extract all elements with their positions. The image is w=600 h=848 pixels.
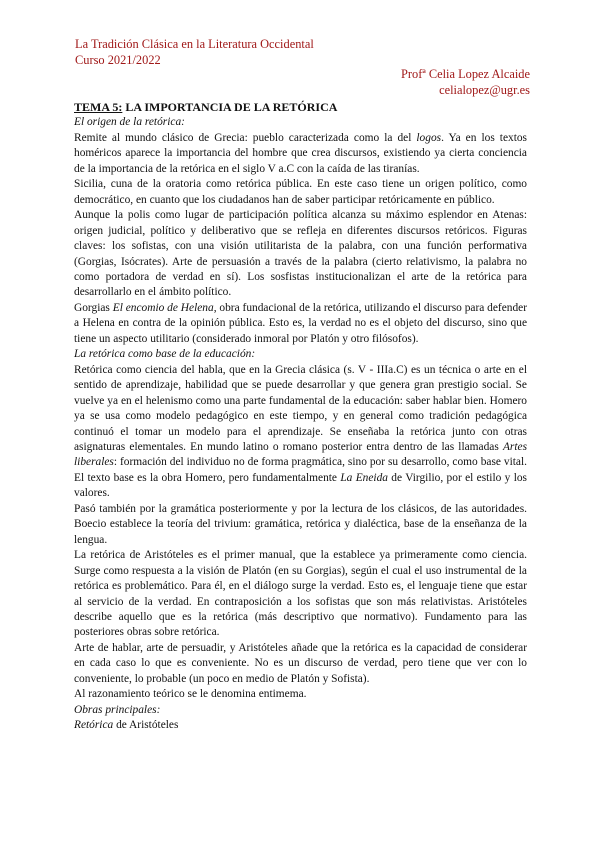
course-year: Curso 2021/2022 — [75, 53, 161, 67]
professor-email: celialopez@ugr.es — [439, 83, 530, 97]
title-number: TEMA 5: — [74, 100, 123, 114]
paragraph: Sicilia, cuna de la oratoria como retórica pública. En este caso tiene un origen político, como democrático, en cuanto que los ciudadanos han de saber participar retóricamente en público. — [74, 178, 527, 206]
section-heading-works: Obras principales: — [74, 703, 161, 716]
work-title: La Eneida — [340, 471, 388, 484]
paragraph: Gorgias El encomio de Helena, obra fundacional de la retórica, utilizando el discurso para defender a Helena en contra de la opinión pública. Esto es, la verdad no es el objeto del discurso, sino que tiene un aspecto utilitario (considerado inmoral por Platón y otro filósofos). — [74, 301, 527, 345]
paragraph: Retórica como ciencia del habla, que en la Grecia clásica (s. V - IIIa.C) es un técnica o arte en el sentido de aprendizaje, habilidad que se puede desarrollar y que genera gran prestigio social. Se vuelve ya en el helenismo como una parte fundamental de la educación: saber hablar bien. Homero ya se usa como modelo pedagógico en este tiempo, y en general como tradición pedagógica continuó el tomar un modelo para el aprendizaje. Se enseñaba la retórica junto con otras asignaturas elementales. En mundo latino o romano posterior entra dentro de las llamadas Artes liberales: formación del individuo no de forma pragmática, sino por su desarrollo, como base vital. El texto base es la obra Homero, pero fundamentalmente La Eneida de Virgilio, por el estilo y los valores. — [74, 363, 527, 500]
course-title: La Tradición Clásica en la Literatura Occidental — [75, 37, 314, 51]
artes-liberales-term: Artes liberales — [74, 440, 527, 469]
paragraph: Aunque la polis como lugar de participación política alcanza su máximo esplendor en Atenas: origen judicial, político y deliberativo que se refleja en diferentes discursos retóricos. Figuras claves: los sofistas, con una visión utilitarista de la palabra, con una función performativa (Gorgias, Isócrates). Arte de persuasión a través de la palabra (cierto relativismo, la palabra no como portadora de verdad en sí). Los sosfistas institucionalizan el arte de la retórica para desarrollarlo en el ámbito político. — [74, 209, 527, 299]
paragraph: Remite al mundo clásico de Grecia: pueblo caracterizada como la del logos. Ya en los textos homéricos aparece la importancia del hombre que crea discursos, existiendo ya cierta conciencia de la importancia de la retórica en el siglo V a.C con la caída de las tiranías. — [74, 131, 527, 175]
section-heading-education: La retórica como base de la educación: — [74, 348, 256, 361]
course-header — [75, 36, 314, 68]
paragraph: Pasó también por la gramática posteriormente y por la lectura de los clásicos, de las autoridades. Boecio establece la teoría del trivium: gramática, retórica y dialéctica, base de la enseñanza de la lengua. — [74, 502, 527, 546]
paragraph: La retórica de Aristóteles es el primer manual, que la establece ya primeramente como ciencia. Surge como respuesta a la visión de Platón (en su Gorgias), según el cual el uso instrumental de la retórica es problemático. Para él, en el diálogo surge la verdad. Esto es, el lenguaje tiene que estar al servicio de la verdad. En contraposición a los sofistas que son más relativistas. Aristóteles describe aquello que es la retórica (más descriptivo que normativo). Fundamento para las posteriores obras sobre retórica. — [74, 549, 527, 639]
works-list-item: Retórica de Aristóteles — [74, 719, 179, 732]
work-title: El encomio de Helena — [112, 301, 214, 314]
professor-name: Profª Celia Lopez Alcaide — [400, 67, 530, 81]
work-title: Retórica — [74, 719, 114, 732]
author-header — [401, 66, 530, 98]
paragraph: Al razonamiento teórico se le denomina entimema. — [74, 688, 307, 701]
page-title — [74, 100, 527, 115]
title-text: LA IMPORTANCIA DE LA RETÓRICA — [122, 100, 338, 114]
paragraph: Arte de hablar, arte de persuadir, y Aristóteles añade que la retórica es la capacidad de considerar en cada caso lo que es conveniente. No es un discurso de verdad, pero tiene que ver con lo conveniente, lo probable (un poco en medio de Platón y Sofista). — [74, 641, 527, 685]
section-heading-origin: El origen de la retórica: — [74, 116, 185, 129]
document-body — [74, 100, 527, 734]
logos-term: logos — [416, 131, 442, 144]
